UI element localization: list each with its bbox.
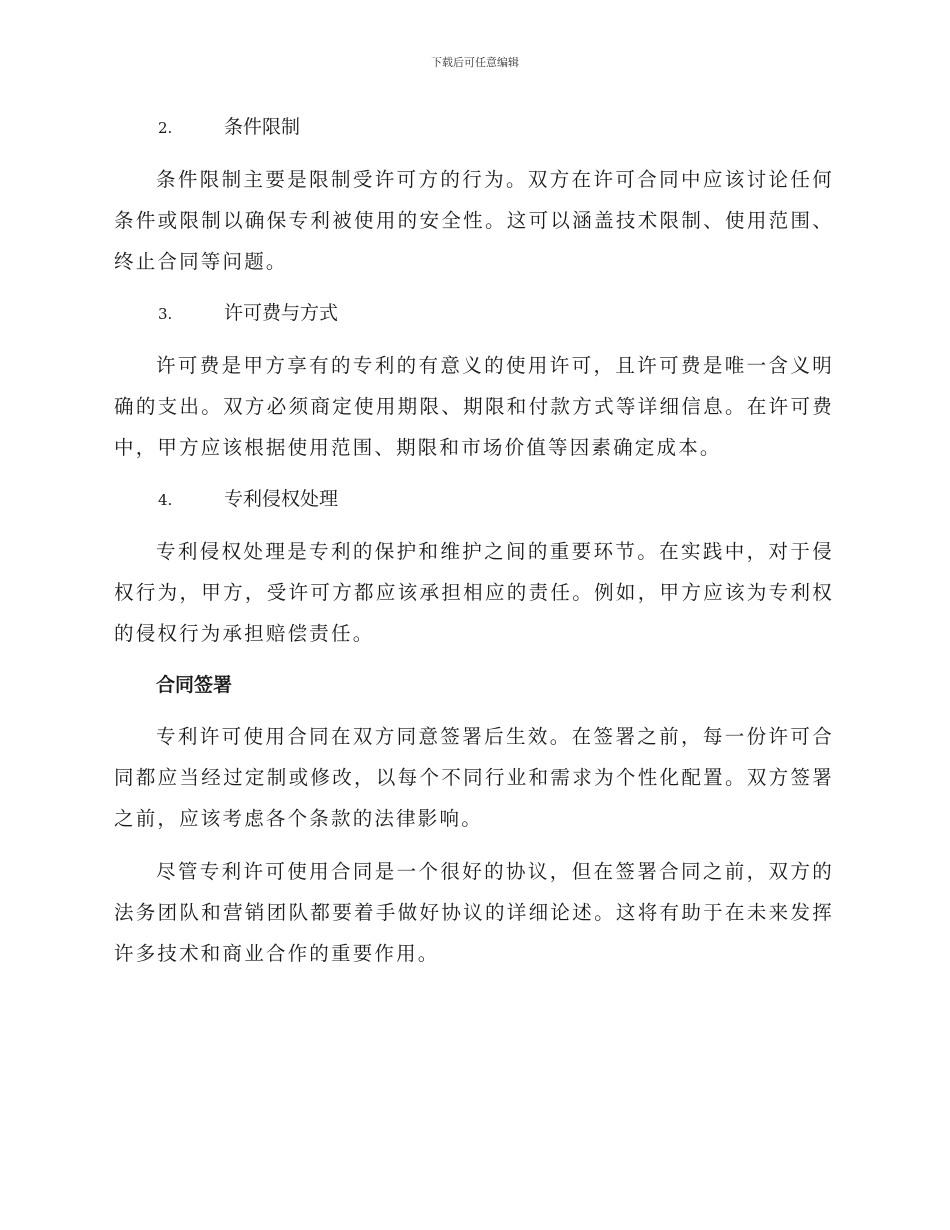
item-title: 许可费与方式 [224,302,339,324]
paragraph: 许可费是甲方享有的专利的有意义的使用许可，且许可费是唯一含义明确的支出。双方必须商定使用期限、期限和付款方式等详细信息。在许可费中，甲方应该根据使用范围、期限和市场价值等因素确定成本。 [114,354,834,459]
item-heading [114,294,834,333]
paragraph: 条件限制主要是限制受许可方的行为。双方在许可合同中应该讨论任何条件或限制以确保专利被使用的安全性。这可以涵盖技术限制、使用范围、终止合同等问题。 [114,168,834,273]
section-heading: 合同签署 [156,674,233,696]
item-number: 4. [158,491,173,509]
item-number: 3. [158,305,173,323]
item-number: 2. [158,119,173,137]
document-body [114,108,834,986]
paragraph: 专利侵权处理是专利的保护和维护之间的重要环节。在实践中，对于侵权行为，甲方，受许可方都应该承担相应的责任。例如，甲方应该为专利权的侵权行为承担赔偿责任。 [114,540,834,645]
item-title: 专利侵权处理 [224,488,339,510]
paragraph: 尽管专利许可使用合同是一个很好的协议，但在签署合同之前，双方的法务团队和营销团队都要着手做好协议的详细论述。这将有助于在未来发挥许多技术和商业合作的重要作用。 [114,860,834,965]
item-title: 条件限制 [224,116,301,138]
item-heading [114,480,834,519]
page-header: 下载后可任意编辑 [431,56,519,69]
item-heading [114,108,834,147]
paragraph: 专利许可使用合同在双方同意签署后生效。在签署之前，每一份许可合同都应当经过定制或修改，以每个不同行业和需求为个性化配置。双方签署之前，应该考虑各个条款的法律影响。 [114,725,834,830]
